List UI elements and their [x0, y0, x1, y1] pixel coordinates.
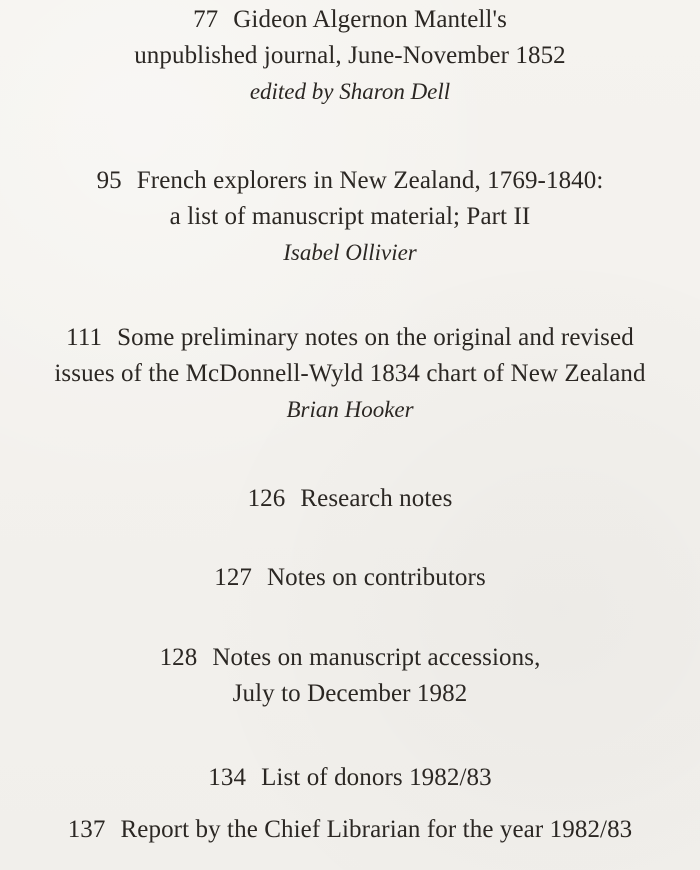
toc-line-126-1 [0, 481, 700, 517]
toc-title-line: Notes on contributors [267, 564, 486, 591]
toc-page-number: 137 [67, 816, 106, 843]
toc-entry-134 [0, 760, 700, 796]
toc-line-128-2: July to December 1982 [232, 680, 468, 707]
toc-entry-111 [0, 320, 700, 428]
toc-entry-77 [0, 2, 700, 110]
toc-line-95-1 [0, 163, 700, 199]
toc-author: Brian Hooker [286, 397, 414, 422]
toc-line-77-1 [0, 2, 700, 38]
toc-title-line: Some preliminary notes on the original and revised [117, 324, 634, 351]
toc-entry-137 [0, 812, 700, 848]
toc-entry-127 [0, 560, 700, 596]
toc-page-number: 127 [214, 564, 253, 591]
toc-author: edited by Sharon Dell [249, 79, 451, 104]
toc-page-number: 128 [159, 644, 198, 671]
toc-title-line: Research notes [300, 485, 453, 512]
toc-entry-126 [0, 481, 700, 517]
toc-page-number: 95 [96, 167, 122, 194]
toc-page-number: 134 [208, 764, 247, 791]
toc-line-127-1 [0, 560, 700, 596]
toc-page-number: 126 [247, 485, 286, 512]
toc-entry-128 [0, 640, 700, 712]
toc-author: Isabel Ollivier [283, 240, 417, 265]
toc-title-line: List of donors 1982/83 [261, 764, 492, 791]
toc-line-128-1 [0, 640, 700, 676]
toc-line-111-2: issues of the McDonnell-Wyld 1834 chart of New Zealand [54, 360, 646, 387]
toc-title-line: Notes on manuscript accessions, [212, 644, 541, 671]
toc-line-137-1 [0, 812, 700, 848]
toc-title-line: French explorers in New Zealand, 1769-1840: [136, 167, 604, 194]
toc-page-number: 111 [66, 324, 103, 351]
toc-line-111-1 [0, 320, 700, 356]
toc-page-number: 77 [193, 6, 219, 33]
toc-line-95-2: a list of manuscript material; Part II [169, 203, 531, 230]
toc-entry-95 [0, 163, 700, 271]
toc-title-line: Gideon Algernon Mantell's [233, 6, 507, 33]
toc-line-77-2: unpublished journal, June-November 1852 [134, 42, 566, 69]
toc-line-134-1 [0, 760, 700, 796]
toc-title-line: Report by the Chief Librarian for the year 1982/83 [120, 816, 633, 843]
